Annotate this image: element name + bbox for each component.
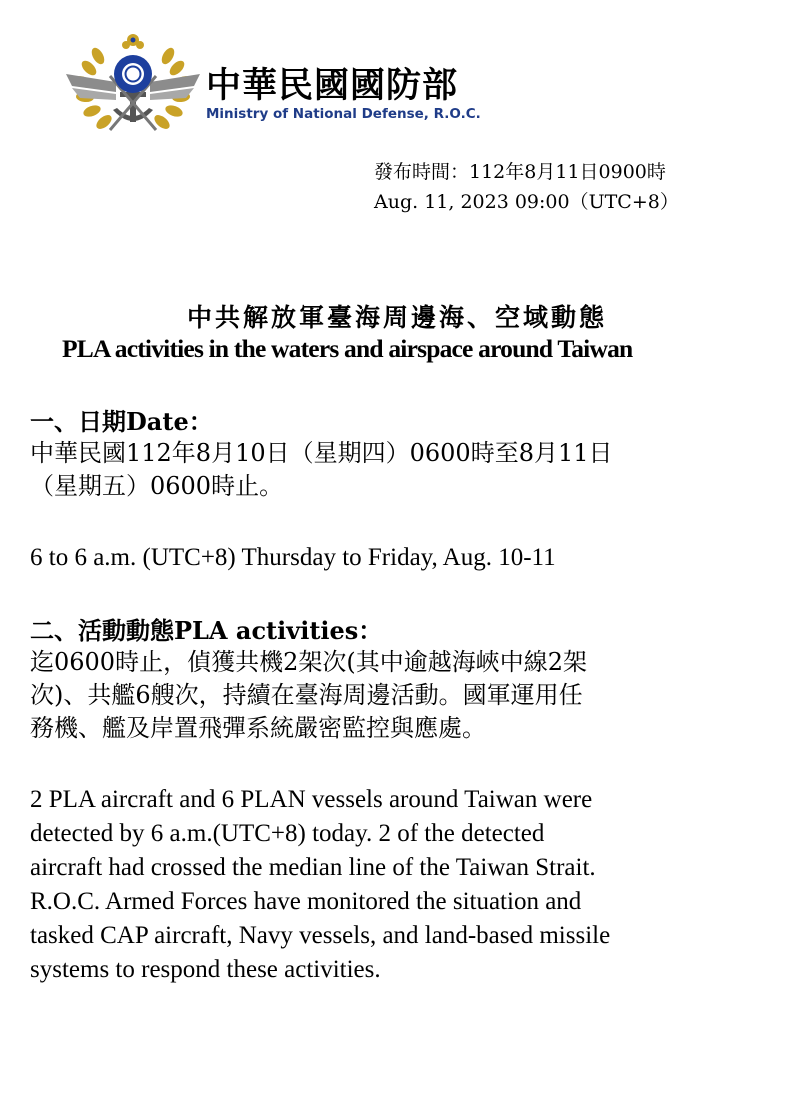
text-line: 2 PLA aircraft and 6 PLAN vessels around Taiwan were (30, 786, 593, 813)
section-activities-heading: 二、活動動態PLA activities： (30, 616, 383, 645)
document-title-zh: 中共解放軍臺海周邊海、空域動態 (186, 303, 607, 332)
text-line: aircraft had crossed the median line of the Taiwan Strait. (30, 854, 596, 881)
release-time (374, 157, 679, 217)
text-line: 次)、共艦6艘次，持續在臺海周邊活動。國軍運用任 (30, 681, 583, 709)
org-name-en: Ministry of National Defense, R.O.C. (206, 106, 481, 122)
section-activities-zh (30, 646, 770, 745)
text-line: tasked CAP aircraft, Navy vessels, and land-based missile (30, 922, 611, 949)
text-line: （星期五）0600時止。 (30, 472, 284, 500)
document-title-en: PLA activities in the waters and airspace around Taiwan (62, 334, 633, 363)
org-name-zh: 中華民國國防部 (206, 66, 459, 106)
section-date-heading: 一、日期Date： (30, 407, 213, 436)
text-line: 務機、艦及岸置飛彈系統嚴密監控與應處。 (30, 714, 486, 742)
text-line: detected by 6 a.m.(UTC+8) today. 2 of the detected (30, 820, 545, 847)
release-time-en: Aug. 11, 2023 09:00（UTC+8） (374, 191, 679, 213)
section-activities-en (30, 783, 780, 987)
text-line: 中華民國112年8月10日（星期四）0600時至8月11日 (30, 439, 613, 467)
text-line: systems to respond these activities. (30, 956, 381, 983)
section-date-en (30, 541, 780, 575)
section-date-zh (30, 437, 770, 503)
text-line: 迄0600時止，偵獲共機2架次(其中逾越海峽中線2架 (30, 648, 587, 676)
mnd-emblem-icon (58, 26, 208, 141)
text-line: 6 to 6 a.m. (UTC+8) Thursday to Friday, Aug. 10-11 (30, 544, 556, 571)
letterhead (58, 26, 518, 141)
text-line: R.O.C. Armed Forces have monitored the situation and (30, 888, 582, 915)
release-time-zh: 發布時間：112年8月11日0900時 (374, 161, 666, 183)
